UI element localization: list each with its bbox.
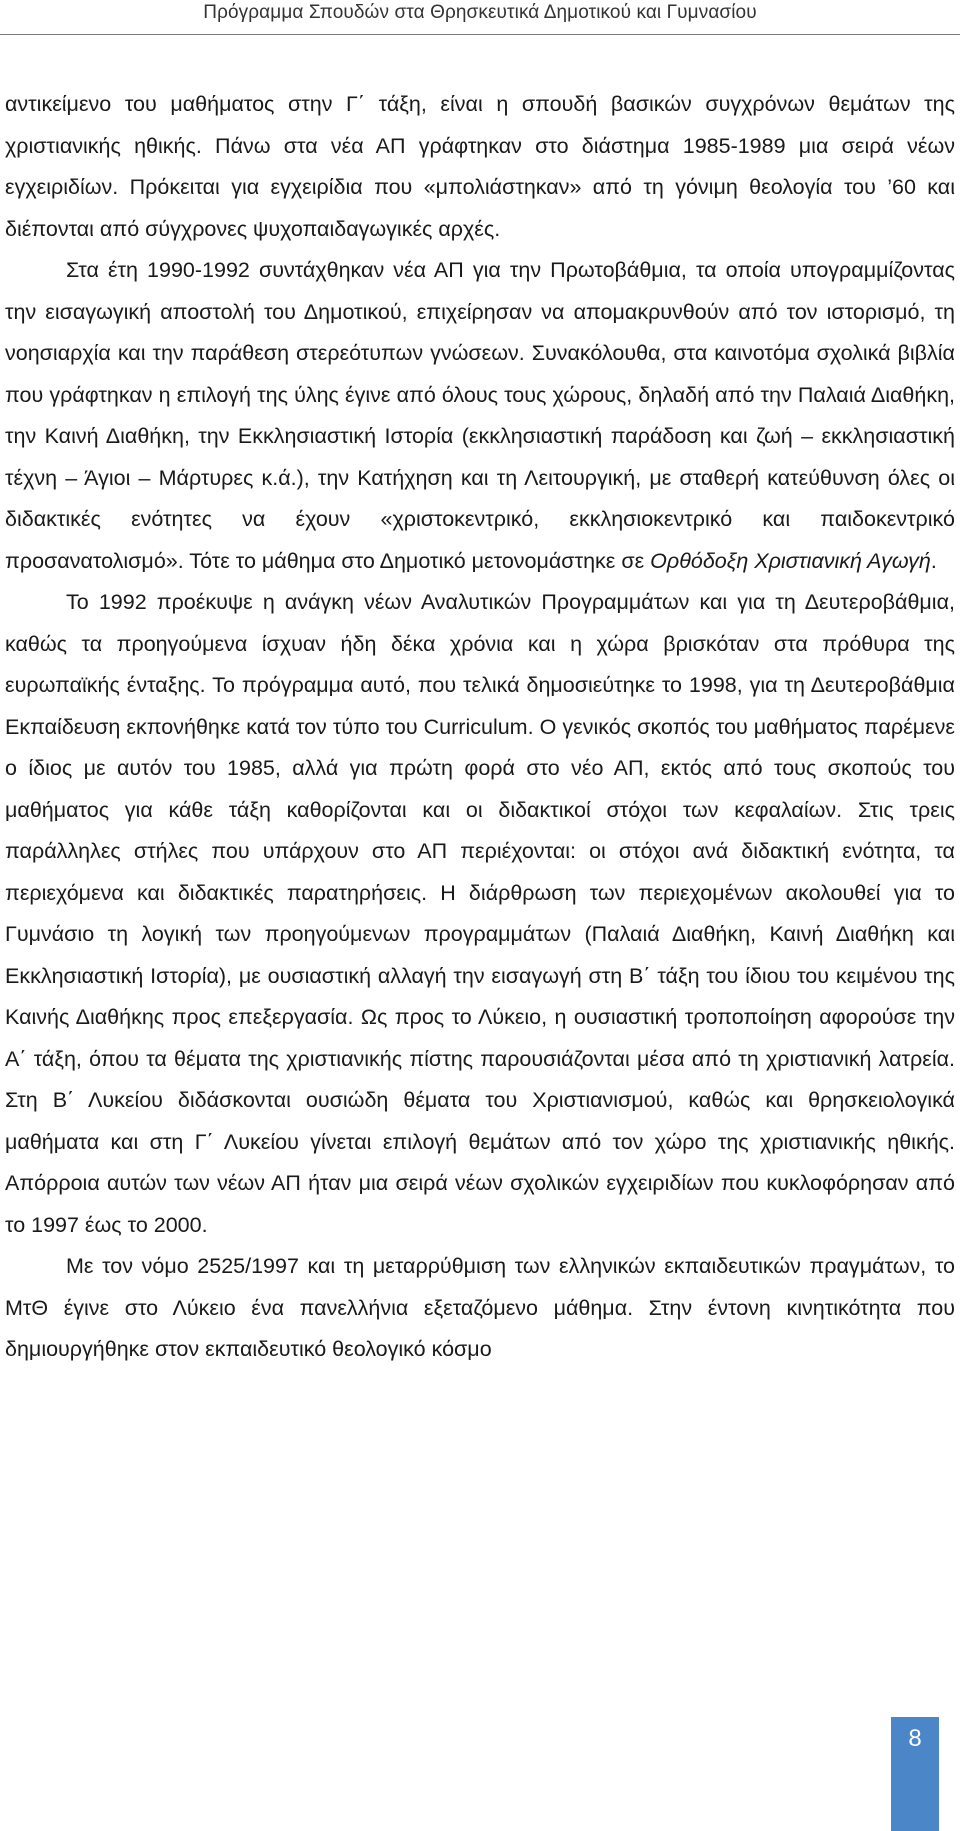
paragraph-2 — [5, 250, 955, 582]
paragraph-2-end: . — [930, 548, 937, 573]
header-divider — [0, 34, 960, 35]
page-number-badge — [891, 1717, 939, 1831]
paragraph-2-text: Στα έτη 1990-1992 συντάχθηκαν νέα ΑΠ για την Πρωτοβάθμια, τα οποία υπογραμμίζοντας την εισαγωγική αποστολή του Δημοτικού, επιχείρησαν να απομακρυνθούν από τον ιστορισμό, τη νοησιαρχία και την παράθεση στερεότυπων γνώσεων. Συνακόλουθα, στα καινοτόμα σχολικά βιβλία που γράφτηκαν η επιλογή της ύλης έγινε από όλους τους χώρους, δηλαδή από την Παλαιά Διαθήκη, την Καινή Διαθήκη, την Εκκλησιαστική Ιστορία (εκκλησιαστική παράδοση και ζωή – εκκλησιαστική τέχνη – Άγιοι – Μάρτυρες κ.ά.), την Κατήχηση και τη Λειτουργική, με σταθερή κατεύθυνση όλες οι διδακτικές ενότητες να έχουν «χριστοκεντρικό, εκκλησιοκεντρικό και παιδοκεντρικό προσανατολισμό». Τότε το μάθημα στο Δημοτικό μετονομάστηκε σε — [5, 258, 955, 573]
running-header-title: Πρόγραμμα Σπουδών στα Θρησκευτικά Δημοτικού και Γυμνασίου — [203, 2, 757, 23]
paragraph-3: Το 1992 προέκυψε η ανάγκη νέων Αναλυτικών Προγραμμάτων και για τη Δευτεροβάθμια, καθώς τα προηγούμενα ίσχυαν ήδη δέκα χρόνια και η χώρα βρισκόταν στα πρόθυρα της ευρωπαϊκής ένταξης. Το πρόγραμμα αυτό, που τελικά δημοσιεύτηκε το 1998, για τη Δευτεροβάθμια Εκπαίδευση εκπονήθηκε κατά τον τύπο του Curriculum. Ο γενικός σκοπός του μαθήματος παρέμενε ο ίδιος με αυτόν του 1985, αλλά για πρώτη φορά στο νέο ΑΠ, εκτός από τους σκοπούς του μαθήματος για κάθε τάξη καθορίζονται και οι διδακτικοί στόχοι των κεφαλαίων. Στις τρεις παράλληλες στήλες που υπάρχουν στο ΑΠ περιέχονται: οι στόχοι ανά διδακτική ενότητα, τα περιεχόμενα και διδακτικές παρατηρήσεις. Η διάρθρωση των περιεχομένων ακολουθεί για το Γυμνάσιο τη λογική των προηγούμενων προγραμμάτων (Παλαιά Διαθήκη, Καινή Διαθήκη και Εκκλησιαστική Ιστορία), με ουσιαστική αλλαγή την εισαγωγή στη Β΄ τάξη του ίδιου του κειμένου της Καινής Διαθήκης προς επεξεργασία. Ως προς το Λύκειο, η ουσιαστική τροποποίηση αφορούσε την Α΄ τάξη, όπου τα θέματα της χριστιανικής πίστης παρουσιάζονται μέσα από τη χριστιανική λατρεία. Στη Β΄ Λυκείου διδάσκονται ουσιώδη θέματα του Χριστιανισμού, καθώς και θρησκειολογικά μαθήματα και στη Γ΄ Λυκείου γίνεται επιλογή θεμάτων από τον χώρο της χριστιανικής ηθικής. Απόρροια αυτών των νέων ΑΠ ήταν μια σειρά νέων σχολικών εγχειριδίων που κυκλοφόρησαν από το 1997 έως το 2000. — [5, 590, 955, 1237]
paragraph-2-italic-term: Ορθόδοξη Χριστιανική Αγωγή — [650, 548, 931, 573]
paragraph-1: αντικείμενο του μαθήματος στην Γ΄ τάξη, είναι η σπουδή βασικών συγχρόνων θεμάτων της χριστιανικής ηθικής. Πάνω στα νέα ΑΠ γράφτηκαν στο διάστημα 1985-1989 μια σειρά νέων εγχειριδίων. Πρόκειται για εγχειρίδια που «μπολιάστηκαν» από τη γόνιμη θεολογία του ’60 και διέπονται από σύγχρονες ψυχοπαιδαγωγικές αρχές. — [5, 92, 955, 241]
paragraph-4: Με τον νόμο 2525/1997 και τη μεταρρύθμιση των ελληνικών εκπαιδευτικών πραγμάτων, το ΜτΘ έγινε στο Λύκειο ένα πανελλήνια εξεταζόμενο μάθημα. Στην έντονη κινητικότητα που δημιουργήθηκε στον εκπαιδευτικό θεολογικό κόσμο — [5, 1254, 955, 1361]
running-header — [0, 2, 960, 24]
document-body — [5, 84, 955, 1371]
page-number: 8 — [908, 1725, 922, 1752]
